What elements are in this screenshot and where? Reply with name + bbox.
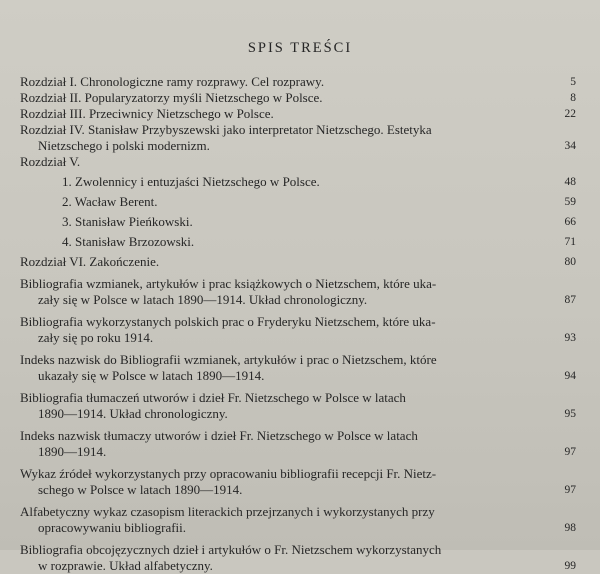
toc-page-number: 97	[564, 484, 576, 496]
toc-entry-section-5-1	[20, 174, 576, 190]
toc-page-number: 22	[564, 108, 576, 120]
toc-entry-section-5-3	[20, 214, 576, 230]
toc-entry-text: Bibliografia wykorzystanych polskich prac o Fryderyku Nietzschem, które uka-	[20, 314, 436, 329]
toc-entry-section-5-2	[20, 194, 576, 210]
toc-page-number: 98	[564, 522, 576, 534]
toc-entry-text: Indeks nazwisk do Bibliografii wzmianek, artykułów i prac o Nietzschem, które	[20, 352, 437, 367]
toc-entry-text: Rozdział II. Popularyzatorzy myśli Nietzschego w Polsce.	[20, 90, 323, 105]
toc-entry-text: Rozdział I. Chronologiczne ramy rozprawy. Cel rozprawy.	[20, 74, 325, 89]
toc-entry-text: Alfabetyczny wykaz czasopism literackich przejrzanych i wykorzystanych przy	[20, 504, 435, 519]
toc-entry-chapter-2	[20, 90, 576, 106]
toc-entry-text: Bibliografia tłumaczeń utworów i dzieł Fr. Nietzschego w Polsce w latach	[20, 390, 406, 405]
toc-entry-text-continued: ukazały się w Polsce w latach 1890—1914.	[38, 368, 265, 383]
toc-page-number: 97	[564, 446, 576, 458]
toc-entry-chapter-1	[20, 74, 576, 90]
toc-entry-section-5-4	[20, 234, 576, 250]
toc-entry-text-continued: w rozprawie. Układ alfabetyczny.	[38, 558, 213, 573]
toc-page-number: 71	[564, 236, 576, 248]
toc-entry-foreign-bibliography	[20, 542, 576, 574]
toc-entry-chapter-3	[20, 106, 576, 122]
toc-entry-text-continued: zały się po roku 1914.	[38, 330, 154, 345]
toc-entry-text: 3. Stanisław Pieńkowski.	[62, 214, 193, 229]
toc-page-number: 80	[564, 256, 576, 268]
toc-entry-periodicals-list	[20, 504, 576, 536]
toc-entry-translators-index	[20, 428, 576, 460]
toc-page-number: 5	[570, 76, 576, 88]
toc-entry-chapter-5	[20, 154, 576, 170]
toc-entry-text-continued: opracowywaniu bibliografii.	[38, 520, 187, 535]
toc-entry-text: Bibliografia wzmianek, artykułów i prac książkowych o Nietzschem, które uka-	[20, 276, 437, 291]
toc-page-number: 59	[564, 196, 576, 208]
table-of-contents	[20, 74, 576, 574]
toc-entry-text: Rozdział V.	[20, 154, 81, 169]
toc-page-number: 8	[570, 92, 576, 104]
toc-entry-text-continued: schego w Polsce w latach 1890—1914.	[38, 482, 243, 497]
toc-entry-bibliography-mentions	[20, 276, 576, 308]
toc-entry-text-continued: 1890—1914.	[38, 444, 107, 459]
toc-entry-text: 1. Zwolennicy i entuzjaści Nietzschego w Polsce.	[62, 174, 320, 189]
toc-page-number: 87	[564, 294, 576, 306]
toc-entry-text: Rozdział VI. Zakończenie.	[20, 254, 160, 269]
toc-page-number: 94	[564, 370, 576, 382]
toc-entry-text-continued: zały się w Polsce w latach 1890—1914. Układ chronologiczny.	[38, 292, 368, 307]
toc-entry-text: Rozdział IV. Stanisław Przybyszewski jako interpretator Nietzschego. Estetyka	[20, 122, 432, 137]
toc-page-number: 48	[564, 176, 576, 188]
toc-entry-text: Indeks nazwisk tłumaczy utworów i dzieł Fr. Nietzschego w Polsce w latach	[20, 428, 418, 443]
toc-entry-chapter-6	[20, 254, 576, 270]
page-title: SPIS TREŚCI	[247, 40, 353, 56]
toc-entry-text-continued: Nietzschego i polski modernizm.	[38, 138, 210, 153]
toc-entry-text: Rozdział III. Przeciwnicy Nietzschego w Polsce.	[20, 106, 274, 121]
toc-entry-text: 4. Stanisław Brzozowski.	[62, 234, 195, 249]
toc-entry-text: Wykaz źródeł wykorzystanych przy opracowaniu bibliografii recepcji Fr. Nietz-	[20, 466, 437, 481]
toc-page-number: 93	[564, 332, 576, 344]
toc-entry-translations-bibliography	[20, 390, 576, 422]
toc-entry-chapter-4	[20, 122, 576, 154]
toc-page-number: 95	[564, 408, 576, 420]
toc-entry-sources-list	[20, 466, 576, 498]
toc-entry-name-index	[20, 352, 576, 384]
toc-entry-text: 2. Wacław Berent.	[62, 194, 158, 209]
toc-entry-text-continued: 1890—1914. Układ chronologiczny.	[38, 406, 228, 421]
toc-entry-bibliography-polish-works	[20, 314, 576, 346]
toc-page-number: 34	[564, 140, 576, 152]
toc-entry-text: Bibliografia obcojęzycznych dzieł i artykułów o Fr. Nietzschem wykorzystanych	[20, 542, 442, 557]
toc-page-number: 99	[564, 560, 576, 572]
toc-page-number: 66	[564, 216, 576, 228]
